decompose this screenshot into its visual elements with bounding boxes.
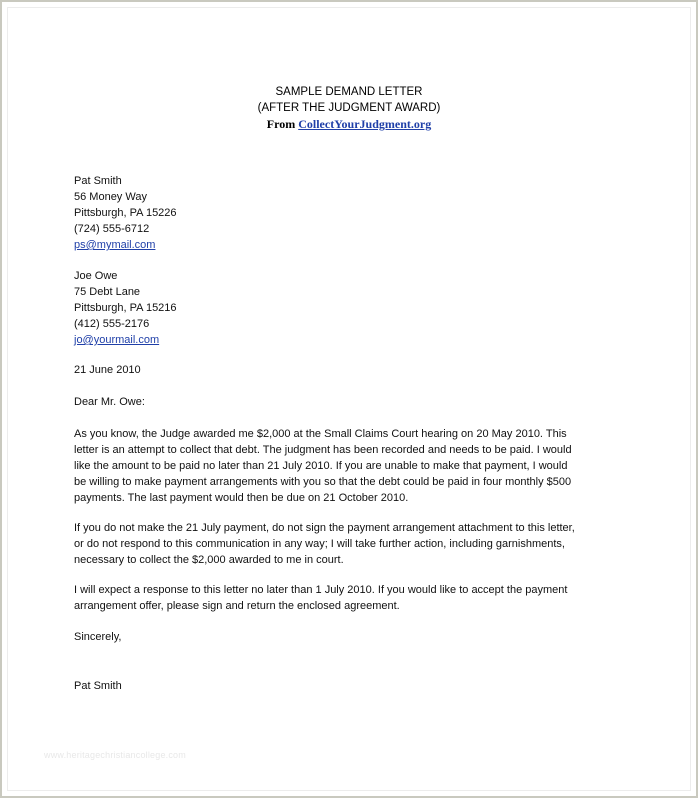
paragraph-line: necessary to collect the $2,000 awarded to me in court. bbox=[74, 554, 344, 566]
recipient-address bbox=[74, 268, 654, 348]
recipient-name: Joe Owe bbox=[74, 270, 118, 282]
watermark: www.heritagechristiancollege.com bbox=[44, 750, 186, 760]
sender-email-link[interactable]: ps@mymail.com bbox=[74, 239, 156, 251]
paragraph-line: I will expect a response to this letter no later than 1 July 2010. If you would like to accept the payment bbox=[74, 584, 568, 596]
recipient-street: 75 Debt Lane bbox=[74, 286, 141, 298]
salutation bbox=[74, 394, 654, 410]
closing bbox=[74, 629, 654, 645]
signature bbox=[74, 678, 654, 694]
paragraph-line: letter is an attempt to collect that debt. The judgment has been recorded and needs to be paid. I would bbox=[74, 444, 572, 456]
sender-address bbox=[74, 173, 654, 253]
letter-date bbox=[74, 362, 654, 378]
paragraph-line: arrangement offer, please sign and return the enclosed agreement. bbox=[74, 600, 400, 612]
paragraph-line: or do not respond to this communication in any way; I will take further action, including garnishments, bbox=[74, 538, 565, 550]
body-paragraph-3 bbox=[74, 582, 654, 614]
letter-subtitle: (AFTER THE JUDGMENT AWARD) bbox=[257, 102, 441, 114]
paragraph-line: be willing to make payment arrangements with you so that the debt could be paid in four monthly $500 bbox=[74, 476, 572, 488]
sender-street: 56 Money Way bbox=[74, 191, 147, 203]
signature-name: Pat Smith bbox=[74, 680, 122, 692]
sender-name: Pat Smith bbox=[74, 175, 122, 187]
sender-phone: (724) 555-6712 bbox=[74, 223, 150, 235]
body-paragraph-2 bbox=[74, 520, 654, 568]
sender-city: Pittsburgh, PA 15226 bbox=[74, 207, 177, 219]
salutation-text: Dear Mr. Owe: bbox=[74, 396, 145, 408]
paragraph-line: like the amount to be paid no later than 21 July 2010. If you are unable to make that payment, I would bbox=[74, 460, 568, 472]
recipient-phone: (412) 555-2176 bbox=[74, 318, 150, 330]
recipient-city: Pittsburgh, PA 15216 bbox=[74, 302, 177, 314]
source-link[interactable]: CollectYourJudgment.org bbox=[298, 117, 432, 131]
recipient-email-link[interactable]: jo@yourmail.com bbox=[74, 334, 160, 346]
letter-source bbox=[8, 116, 690, 132]
letter-page bbox=[8, 8, 690, 790]
date-text: 21 June 2010 bbox=[74, 364, 141, 376]
paragraph-line: If you do not make the 21 July payment, do not sign the payment arrangement attachment to this letter, bbox=[74, 522, 575, 534]
source-prefix: From bbox=[266, 117, 299, 131]
paragraph-line: As you know, the Judge awarded me $2,000 at the Small Claims Court hearing on 20 May 2010. This bbox=[74, 428, 567, 440]
paragraph-line: payments. The last payment would then be due on 21 October 2010. bbox=[74, 492, 409, 504]
letter-title: SAMPLE DEMAND LETTER bbox=[275, 86, 423, 98]
closing-text: Sincerely, bbox=[74, 631, 122, 643]
body-paragraph-1 bbox=[74, 426, 654, 506]
